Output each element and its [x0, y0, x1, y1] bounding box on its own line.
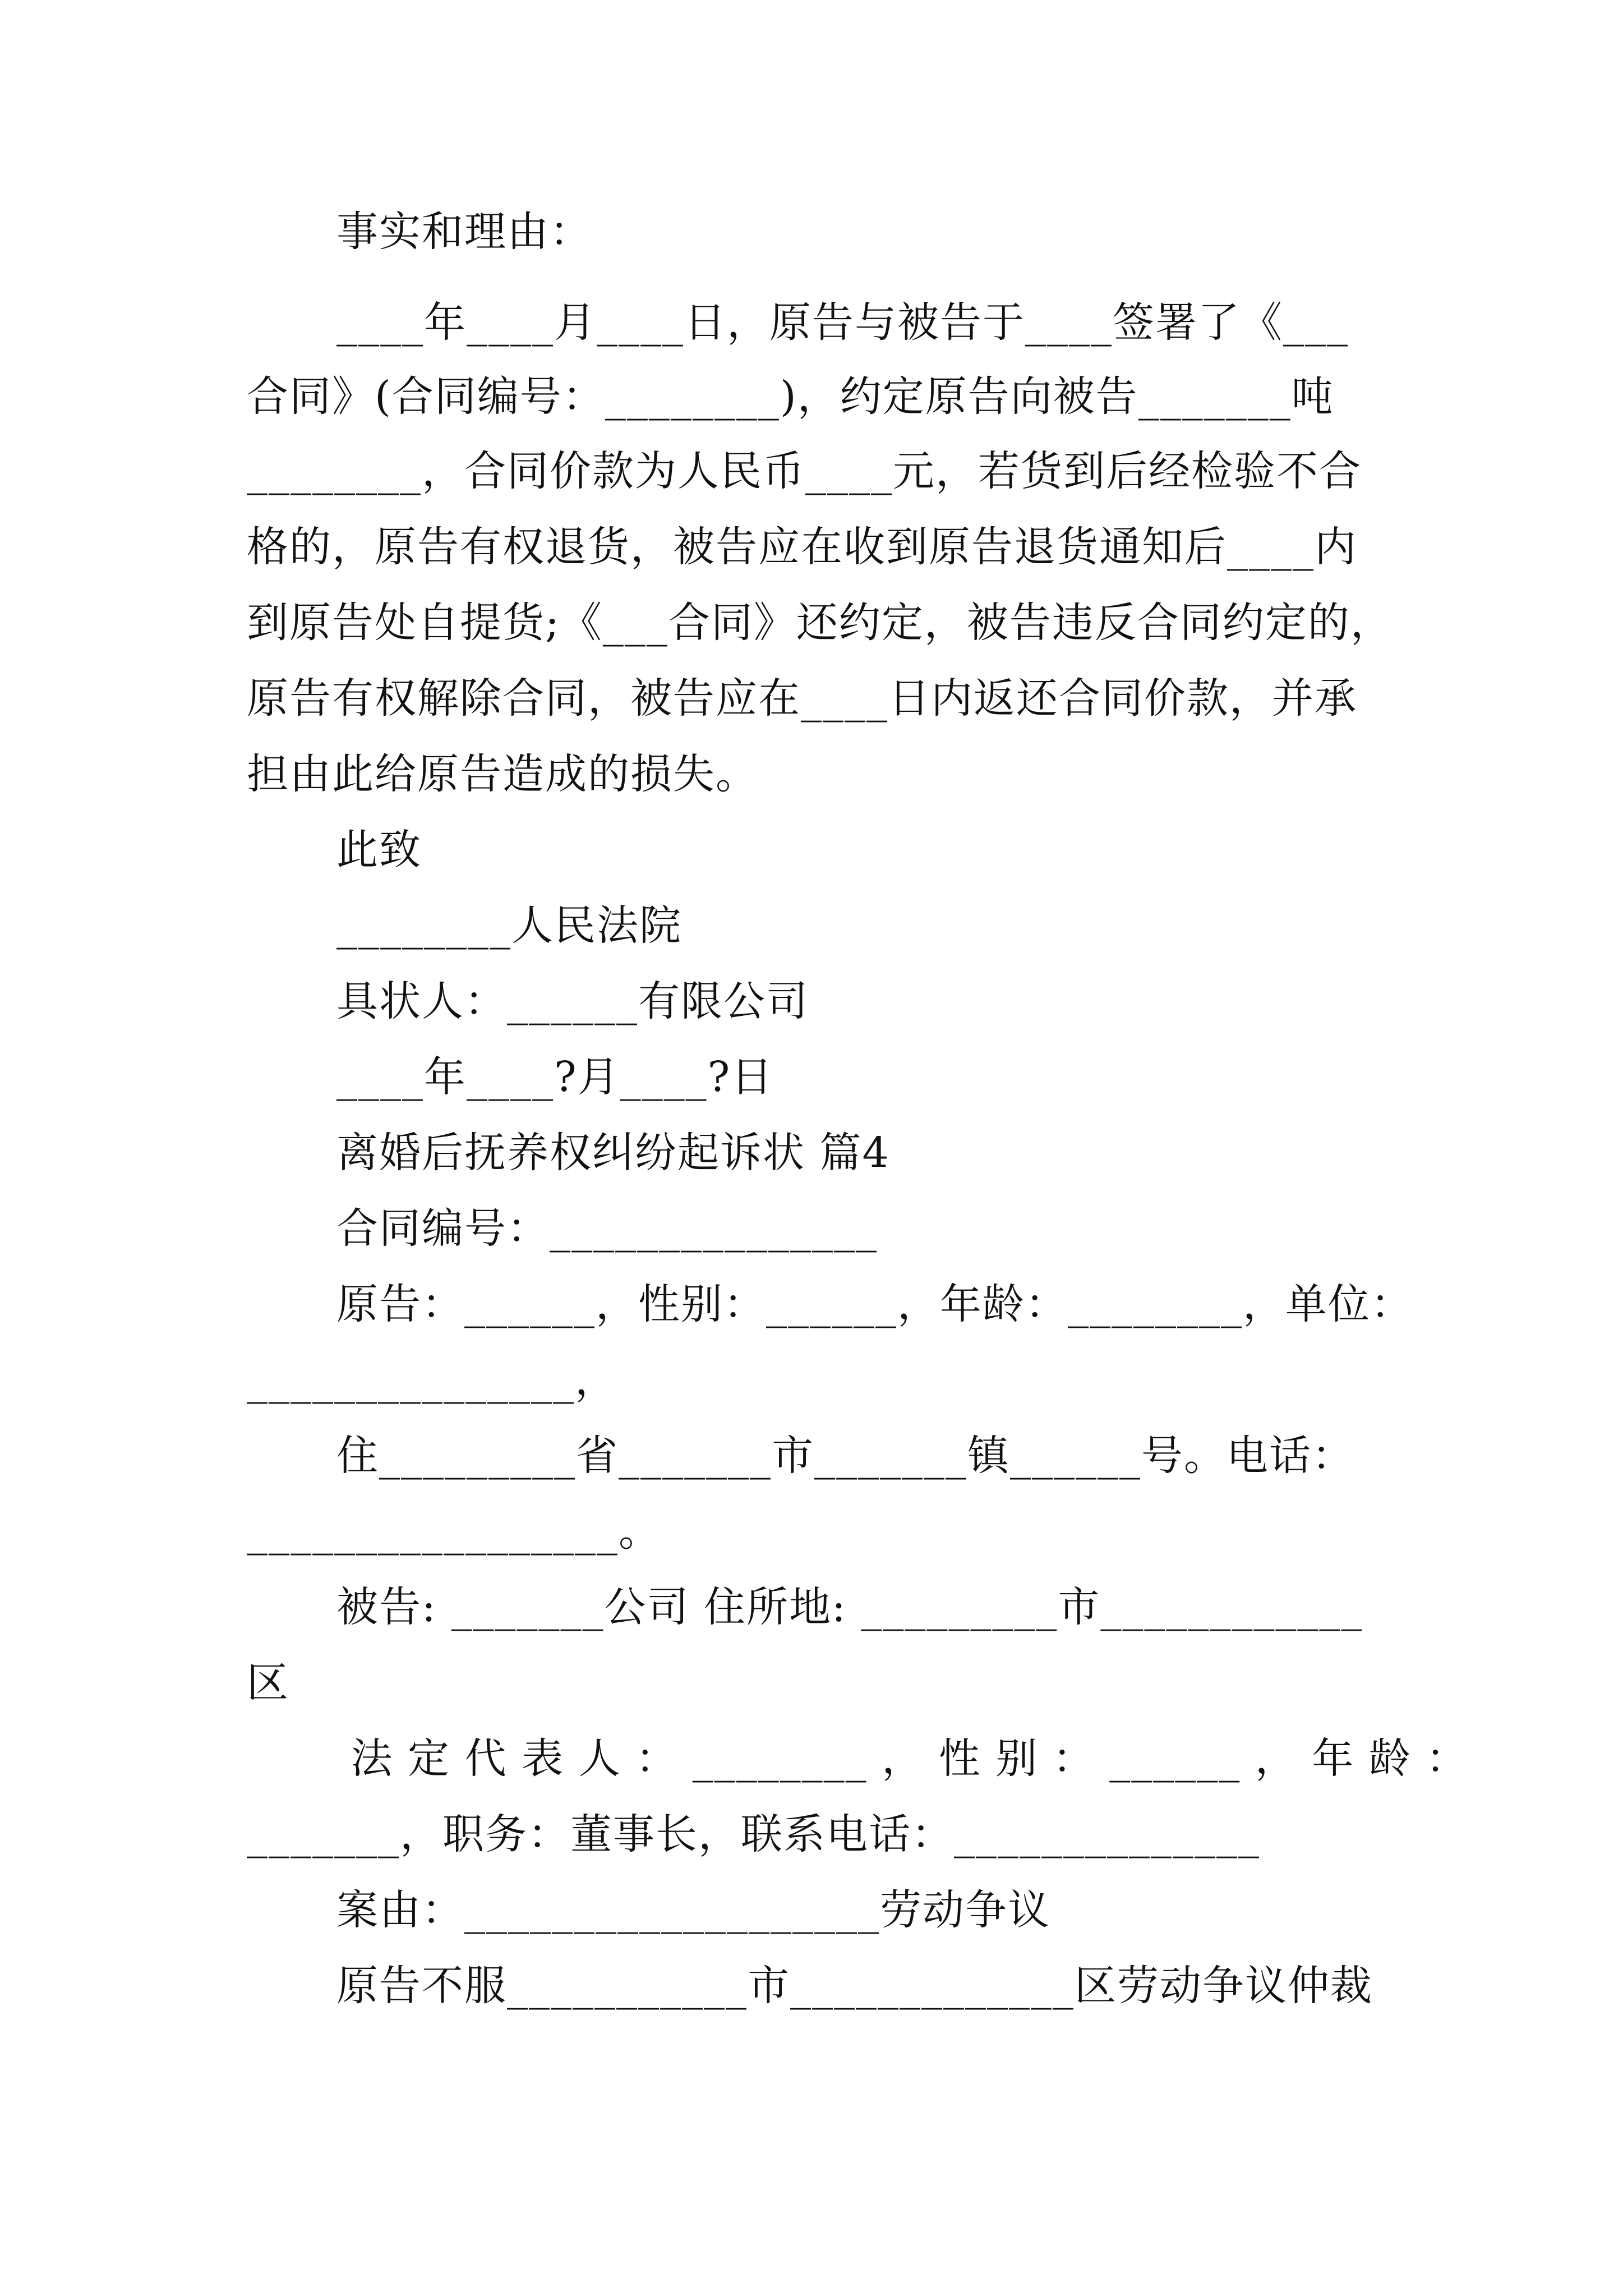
text-line: 具状人：______有限公司 — [336, 977, 809, 1025]
text-line: 区 — [247, 1659, 289, 1707]
text-line: 被告: _______公司 住所地: _________市____________ — [336, 1583, 1363, 1631]
text-line: _______，职务：董事长，联系电话：______________ — [247, 1810, 1260, 1858]
text-line: 合同编号：_______________ — [336, 1204, 878, 1253]
text-line: _________________。 — [247, 1507, 661, 1556]
text-line: 此致 — [336, 826, 422, 874]
section-heading: 离婚后抚养权纠纷起诉状 篇4 — [336, 1129, 890, 1177]
text-line: 原告：______，性别：______，年龄：________，单位： — [336, 1280, 1413, 1328]
text-line: ________人民法院 — [336, 901, 682, 950]
text-line: 事实和理由： — [336, 208, 592, 256]
text-line: 案由：___________________劳动争议 — [336, 1886, 1050, 1934]
text-line: 格的，原告有权退货，被告应在收到原告退货通知后____内 — [247, 523, 1357, 571]
text-line: 合同》(合同编号：________)，约定原告向被告_______吨 — [247, 372, 1334, 421]
text-line: 原告不服___________市_____________区劳动争议仲裁 — [336, 1962, 1373, 2010]
text-line: 原告有权解除合同，被告应在____日内返还合同价款，并承 — [247, 674, 1357, 723]
text-line: ________，合同价款为人民币____元，若货到后经检验不合 — [247, 447, 1362, 495]
text-line: ____年____?月____?日 — [336, 1053, 774, 1101]
text-line: ____年____月____日，原告与被告于____签署了《___ — [336, 298, 1349, 347]
text-line: _______________， — [247, 1356, 617, 1404]
text-line: 法 定 代 表 人 ： ________ ， 性 别 ： ______ ， 年 龄 ： — [336, 1734, 1469, 1783]
text-line: 住_________省_______市_______镇______号。电话： — [336, 1432, 1354, 1480]
text-line: 到原告处自提货;《___合同》还约定，被告违反合同约定的， — [247, 599, 1393, 647]
text-line: 担由此给原告造成的损失。 — [247, 750, 758, 798]
